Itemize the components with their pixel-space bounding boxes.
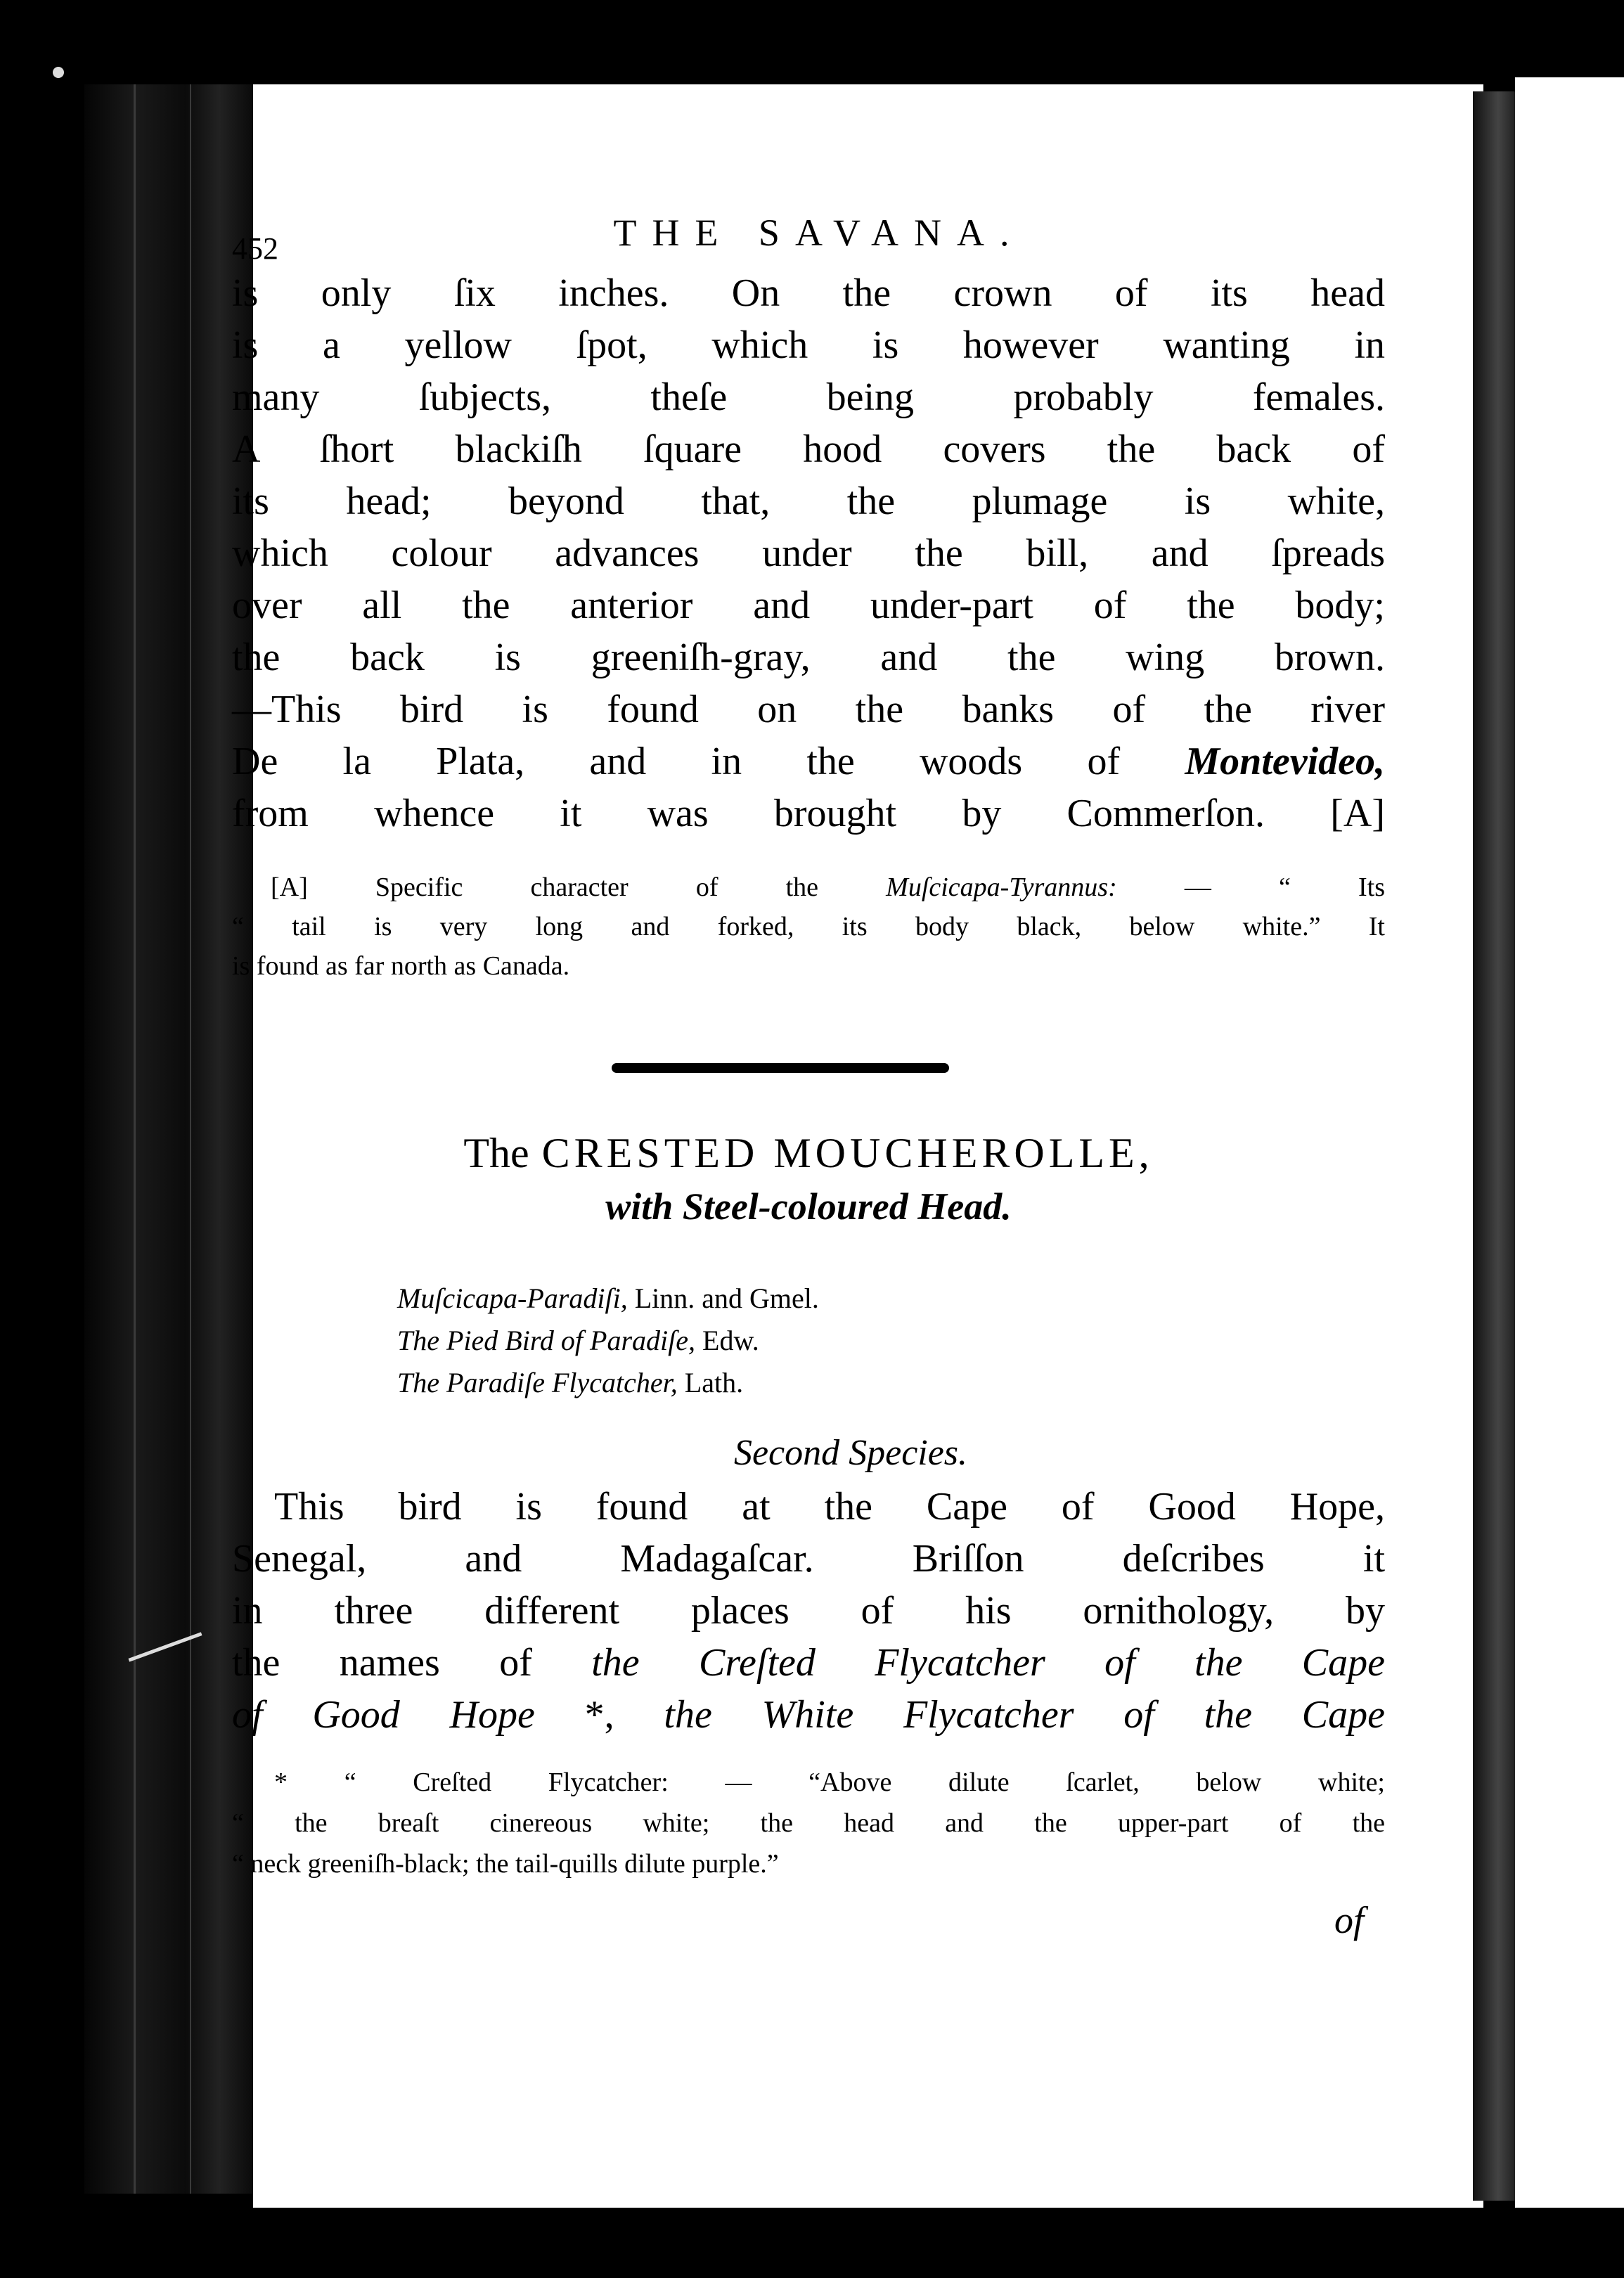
text-line: is a yellow ſpot, which is however wanting in (232, 323, 1385, 367)
section-subtitle: with Steel-coloured Head. (605, 1185, 1012, 1228)
text-line: many ſubjects, theſe being probably females. (232, 375, 1385, 419)
book-spine (84, 84, 253, 2194)
place-name: Montevideo, (1185, 740, 1385, 783)
footnote-a (232, 868, 1385, 986)
text-segment: De la Plata, and in the woods of (232, 740, 1185, 783)
section-title-prefix: The (463, 1130, 529, 1176)
gutter-shadow (1473, 91, 1515, 2201)
synonym-authority: Linn. and Gmel. (634, 1282, 819, 1314)
species-name: Muſcicapa-Tyrannus: (886, 873, 1117, 902)
footnote-line: “ neck greeniſh-black; the tail-quills dilute purple.” (232, 1849, 779, 1879)
text-line (232, 735, 1385, 787)
footnote-line: “ tail is very long and forked, its body black, below white.” It (232, 912, 1385, 941)
footnote-text: — “ Its (1116, 873, 1385, 902)
synonym-authority: Edw. (702, 1325, 759, 1356)
text-segment: the names of (232, 1641, 592, 1685)
footnote-line (232, 868, 1385, 907)
running-title: THE SAVANA. (613, 212, 1025, 254)
running-head (232, 211, 1385, 267)
text-line: —This bird is found on the banks of the river (232, 688, 1385, 731)
italic-name: the White Flycatcher of the Cape (664, 1693, 1385, 1737)
text-line: from whence it was brought by Commerſon. [A] (232, 792, 1385, 835)
text-line: is only ſix inches. On the crown of its head (232, 271, 1385, 315)
text-line (232, 1689, 1385, 1741)
synonym-name: The Pied Bird of Paradiſe, (397, 1325, 696, 1356)
page-text (232, 211, 1385, 1942)
text-line: in three different places of his ornithology, by (232, 1589, 1385, 1633)
footnote-line: “ the breaſt cinereous white; the head and the upper-part of the (232, 1808, 1385, 1838)
synonym-authority: Lath. (684, 1367, 744, 1398)
synonym-entry (397, 1320, 1385, 1362)
text-line: which colour advances under the bill, and ſpreads (232, 532, 1385, 575)
footnote-star (232, 1762, 1385, 1884)
page-number: 452 (232, 231, 278, 266)
section-title-main: CRESTED MOUCHEROLLE, (541, 1130, 1154, 1176)
section-divider-rule (612, 1063, 949, 1073)
italic-name: the Creſted Flycatcher of the Cape (591, 1641, 1386, 1685)
synonym-name: The Paradiſe Flycatcher, (397, 1367, 678, 1398)
text-line: Senegal, and Madagaſcar. Briſſon deſcribes it (232, 1537, 1385, 1581)
synonym-name: Muſcicapa-Paradiſi, (397, 1282, 628, 1314)
text-line: over all the anterior and under-part of the body; (232, 584, 1385, 627)
right-page-edge (1515, 77, 1624, 2208)
text-segment: *, (534, 1693, 664, 1737)
footnote-marker: [A] Specific character of the (271, 873, 887, 902)
body-paragraph-2 (232, 1481, 1385, 1741)
synonym-list (232, 1278, 1385, 1404)
text-line: the back is greeniſh-gray, and the wing brown. (232, 636, 1385, 679)
species-label: Second Species. (733, 1433, 968, 1473)
spine-edge-line (134, 84, 136, 2194)
section-title (232, 1129, 1385, 1178)
text-line (232, 1637, 1385, 1689)
footnote-line: is found as far north as Canada. (232, 951, 570, 981)
text-line: This bird is found at the Cape of Good Hope, (274, 1485, 1385, 1529)
synonym-entry (397, 1362, 1385, 1404)
scan-speck (53, 67, 64, 78)
spine-edge-line (190, 84, 191, 2194)
text-line: A ſhort blackiſh ſquare hood covers the back of (232, 427, 1385, 471)
footnote-line: * “ Creſted Flycatcher: — “Above dilute ſcarlet, below white; (274, 1768, 1385, 1797)
catchword: of (1334, 1899, 1364, 1941)
italic-name: of Good Hope (232, 1693, 535, 1737)
body-paragraph-1 (232, 267, 1385, 839)
synonym-entry (397, 1278, 1385, 1320)
text-line: its head; beyond that, the plumage is white, (232, 480, 1385, 523)
